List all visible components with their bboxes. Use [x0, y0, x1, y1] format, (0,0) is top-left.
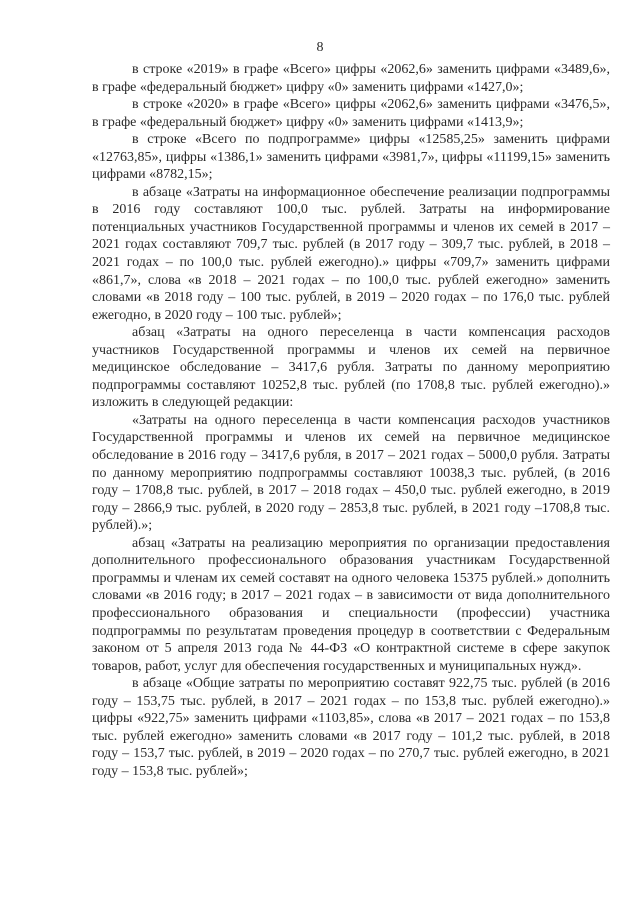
paragraph-row-2019: в строке «2019» в графе «Всего» цифры «2062,6» заменить цифрами «3489,6», в графе «федеральный бюджет» цифру «0» заменить цифрами «1427,0»;	[92, 62, 610, 95]
paragraph-education-costs: абзац «Затраты на реализацию мероприятия по организации предоставления дополнительного профессионального образования участникам Государственной программы и членам их семей составят на одного человека 15375 рублей.» дополнить словами «в 2016 году; в 2017 – 2021 годах – в зависимости от вида дополнительного профессионального образования и специальности (профессии) участника подпрограммы по результатам проведения процедур в соответствии с Федеральным законом от 5 апреля 2013 года № 44-ФЗ «О контрактной системе в сфере закупок товаров, работ, услуг для обеспечения государственных и муниципальных нужд».	[92, 535, 610, 674]
paragraph-total-costs: в абзаце «Общие затраты по мероприятию составят 922,75 тыс. рублей (в 2016 году – 153,75 тыс. рублей, в 2017 – 2021 годах – по 153,8 тыс. рублей ежегодно).» цифры «922,75» заменить цифрами «1103,85», слова «в 2017 – 2021 годах – по 153,8 тыс. рублей ежегодно» заменить словами «в 2017 году – 101,2 тыс. рублей, в 2018 году – 153,7 тыс. рублей, в 2019 – 2020 годах – по 270,7 тыс. рублей ежегодно, в 2021 году – 153,8 тыс. рублей»;	[92, 676, 610, 779]
paragraph-medical-exam-old: абзац «Затраты на одного переселенца в части компенсация расходов участников Государственной программы и членов их семей на первичное медицинское обследование – 3417,6 рубля. Затраты по данному мероприятию подпрограммы составляют 10252,8 тыс. рублей (по 1708,8 тыс. рублей ежегодно).» изложить в следующей редакции:	[92, 325, 610, 411]
document-body	[92, 61, 610, 780]
paragraph-medical-exam-new: «Затраты на одного переселенца в части компенсация расходов участников Государственной программы и членов их семей на первичное медицинское обследование в 2016 году – 3417,6 рубля, в 2017 – 2021 годах – 5000,0 рубля. Затраты по данному мероприятию подпрограммы составляют 10038,3 тыс. рублей, (в 2016 году – 1708,8 тыс. рублей, в 2017 – 2018 годах – 450,0 тыс. рублей ежегодно, в 2019 году – 2866,9 тыс. рублей, в 2020 году – 2853,8 тыс. рублей, в 2021 году –1708,8 тыс. рублей).»;	[92, 412, 610, 534]
paragraph-information-costs: в абзаце «Затраты на информационное обеспечение реализации подпрограммы в 2016 году составляют 100,0 тыс. рублей. Затраты на информирование потенциальных участников Государственной программы и членов их семей в 2017 – 2021 годах составляют 709,7 тыс. рублей (в 2017 году – 309,7 тыс. рублей, в 2018 – 2021 годах – по 100,0 тыс. рублей ежегодно).» цифры «709,7» заменить цифрами «861,7», слова «в 2018 – 2021 годах – по 100,0 тыс. рублей ежегодно» заменить словами «в 2018 году – 100 тыс. рублей, в 2019 – 2020 годах – по 176,0 тыс. рублей ежегодно, в 2020 году – 100 тыс. рублей»;	[92, 184, 610, 323]
paragraph-row-2020: в строке «2020» в графе «Всего» цифры «2062,6» заменить цифрами «3476,5», в графе «федеральный бюджет» цифру «0» заменить цифрами «1413,9»;	[92, 97, 610, 130]
page-number: 8	[316, 40, 324, 55]
paragraph-row-total: в строке «Всего по подпрограмме» цифры «12585,25» заменить цифрами «12763,85», цифры «1386,1» заменить цифрами «3981,7», цифры «11199,15» заменить цифрами «8782,15»;	[92, 132, 610, 183]
